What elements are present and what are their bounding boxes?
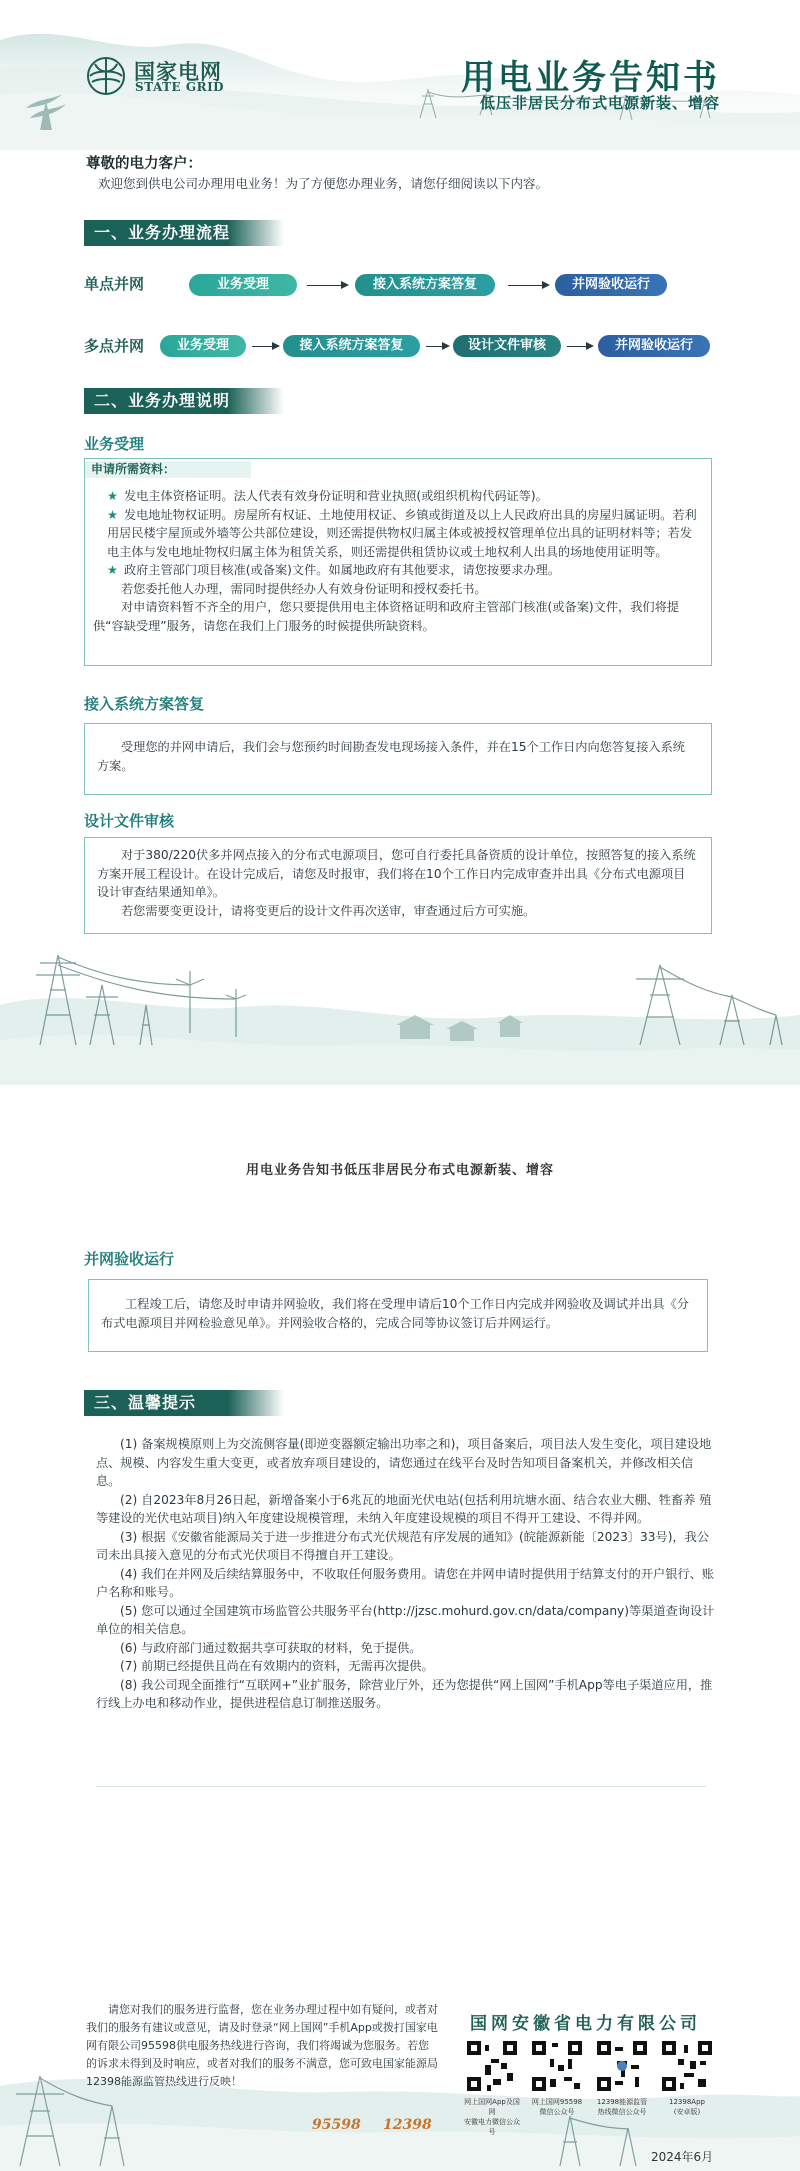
multi-step-grid: 并网验收运行 bbox=[598, 335, 710, 357]
company-name: 国网安徽省电力有限公司 bbox=[470, 2014, 701, 2034]
arrow-right-icon bbox=[307, 285, 347, 286]
access-box bbox=[84, 723, 712, 795]
design-title: 设计文件审核 bbox=[84, 812, 175, 830]
qr-code-icon bbox=[597, 2041, 647, 2095]
greeting-text: 欢迎您到供电公司办理用电业务！为了方便您办理业务，请您仔细阅读以下内容。 bbox=[98, 176, 549, 191]
acceptance-box bbox=[84, 458, 712, 666]
star-icon: ★ bbox=[107, 489, 118, 503]
qr-code-group bbox=[462, 2041, 722, 2136]
grid-text: 工程竣工后，请您及时申请并网验收，我们将在受理申请后10个工作日内完成并网验收及调试并出具《分布式电源项目并网检验意见单》。并网验收合格的，完成合同等协议签订后并网运行。 bbox=[101, 1297, 689, 1330]
qr-code-icon bbox=[467, 2041, 517, 2095]
landscape-pylons-footer bbox=[0, 945, 800, 1085]
star-icon: ★ bbox=[107, 507, 118, 522]
list-item: ★ 发电地址物权证明。房屋所有权证、土地使用权证、乡镇或街道及以上人民政府出具的房屋归属证明。若利用居民楼宇屋顶或外墙等公共部位建设，则还需提供物权归属主体或被授权管理单位出具的证明材料等；若发电主体与发电地址物权归属主体为租赁关系，则还需提供租赁协议或土地权利人出具的场地使用证明等。 bbox=[107, 507, 697, 559]
tip-item: (4) 我们在并网及后续结算服务中，不收取任何服务费用。请您在并网申请时提供用于结算支付的开户银行、账户名称和账号。 bbox=[96, 1566, 714, 1599]
tip-item: (6) 与政府部门通过数据共享可获取的材料，免于提供。 bbox=[120, 1640, 422, 1655]
divider bbox=[96, 1786, 706, 1787]
logo-text-en: STATE GRID bbox=[135, 80, 225, 94]
tip-item: (7) 前期已经提供且尚在有效期内的资料，无需再次提供。 bbox=[120, 1659, 434, 1673]
qr-code-icon bbox=[662, 2041, 712, 2095]
grid-title: 并网验收运行 bbox=[84, 1250, 175, 1268]
star-icon: ★ bbox=[107, 563, 118, 577]
multi-point-label: 多点并网 bbox=[84, 337, 145, 355]
acceptance-content bbox=[93, 487, 703, 635]
multi-step-design: 设计文件审核 bbox=[453, 335, 561, 357]
arrow-right-icon bbox=[426, 346, 448, 347]
page-2 bbox=[0, 1086, 800, 2171]
design-box bbox=[84, 837, 712, 934]
tip-item: (5) 您可以通过全国建筑市场监管公共服务平台(http://jzsc.mohurd.gov.cn/data/company)等渠道查询设计单位的相关信息。 bbox=[96, 1603, 715, 1636]
acceptance-note-1: 若您委托他人办理，需同时提供经办人有效身份证明和授权委托书。 bbox=[121, 581, 487, 596]
acceptance-title: 业务受理 bbox=[84, 435, 145, 453]
single-step-grid: 并网验收运行 bbox=[555, 274, 667, 296]
access-text: 受理您的并网申请后，我们会与您预约时间勘查发电现场接入条件，并在15个工作日内向您答复接入系统方案。 bbox=[97, 740, 685, 773]
multi-step-accept: 业务受理 bbox=[160, 335, 246, 357]
arrow-right-icon bbox=[567, 346, 592, 347]
page-subtitle: 低压非居民分布式电源新装、增容 bbox=[479, 94, 720, 112]
page-2-header: 用电业务告知书低压非居民分布式电源新装、增容 bbox=[245, 1163, 554, 1178]
page-1 bbox=[0, 0, 800, 1085]
section-explain-title: 二、业务办理说明 bbox=[84, 388, 284, 414]
tips-list bbox=[96, 1435, 716, 1713]
single-step-accept: 业务受理 bbox=[189, 274, 297, 296]
hotline-95598-logo: 95598 bbox=[312, 2117, 361, 2133]
list-item: ★ 发电主体资格证明。法人代表有效身份证明和营业执照(或组织机构代码证等)。 bbox=[107, 489, 548, 503]
page-title: 用电业务告知书 bbox=[461, 58, 720, 98]
greeting-salutation: 尊敬的电力客户： bbox=[86, 156, 202, 172]
arrow-right-icon bbox=[508, 285, 548, 286]
access-title: 接入系统方案答复 bbox=[84, 695, 205, 713]
single-step-access: 接入系统方案答复 bbox=[355, 274, 495, 296]
qr-code-icon bbox=[532, 2041, 582, 2095]
multi-step-access: 接入系统方案答复 bbox=[283, 335, 420, 357]
footer-note: 请您对我们的服务进行监督，您在业务办理过程中如有疑问，或者对我们的服务有建议或意见，请及时登录“网上国网”手机App或拨打国家电网有限公司95598供电服务热线进行咨询，我们将竭诚为您服务。若您的诉求未得到及时响应，或者对我们的服务不满意，您可致电国家能源局12398能源监管热线进行反映！ bbox=[86, 2003, 438, 2088]
materials-tag: 申请所需资料： bbox=[85, 461, 251, 478]
tip-item: (8) 我公司现全面推行“互联网+”业扩服务，除营业厅外，还为您提供“网上国网”手机App等电子渠道应用，推行线上办电和移动作业，提供进程信息订制推送服务。 bbox=[96, 1677, 713, 1710]
qr-caption: 网上国网95598 微信公众号 bbox=[531, 2098, 583, 2116]
design-text-2: 若您需要变更设计，请将变更后的设计文件再次送审，审查通过后方可实施。 bbox=[121, 904, 536, 918]
single-point-label: 单点并网 bbox=[84, 275, 145, 293]
design-text-1: 对于380/220伏多并网点接入的分布式电源项目，您可自行委托具备资质的设计单位，按照答复的接入系统方案开展工程设计。在设计完成后，请您及时报审，我们将在10个工作日内完成审查并出具《分布式电源项目设计审查结果通知单》。 bbox=[97, 848, 696, 899]
acceptance-note-2: 对申请资料暂不齐全的用户，您只要提供用电主体资格证明和政府主管部门核准(或备案)文件，我们将提供“容缺受理”服务，请您在我们上门服务的时候提供所缺资料。 bbox=[93, 600, 679, 633]
state-grid-logo-icon bbox=[86, 56, 126, 96]
grid-box bbox=[88, 1279, 708, 1352]
issue-date: 2024年6月 bbox=[651, 2150, 714, 2164]
hotline-12398-logo: 12398 bbox=[383, 2117, 432, 2133]
qr-caption: 12398App (安卓版) bbox=[669, 2098, 705, 2116]
tip-item: (1) 备案规模原则上为交流侧容量(即逆变器额定输出功率之和)，项目备案后，项目法人发生变化，项目建设地点、规模、内容发生重大变更，或者放弃项目建设的，请您通过在线平台及时告知项目备案机关，并修改相关信息。 bbox=[96, 1437, 712, 1488]
tip-item: (3) 根据《安徽省能源局关于进一步推进分布式光伏规范有序发展的通知》(皖能源新能〔2023〕33号)，我公司未出具接入意见的分布式光伏项目不得擅自开工建设。 bbox=[96, 1529, 710, 1562]
qr-caption: 12398能源监管 热线微信公众号 bbox=[596, 2098, 648, 2116]
section-tips-title: 三、温馨提示 bbox=[84, 1390, 284, 1416]
list-item: ★ 政府主管部门项目核准(或备案)文件。如属地政府有其他要求，请您按要求办理。 bbox=[107, 563, 561, 577]
arrow-right-icon bbox=[252, 346, 278, 347]
qr-caption: 网上国网App及国网 安徽电力微信公众号 bbox=[464, 2098, 520, 2136]
section-process-title: 一、业务办理流程 bbox=[84, 220, 284, 246]
logo-text-cn: 国家电网 bbox=[134, 60, 222, 84]
tip-item: (2) 自2023年8月26日起，新增备案小于6兆瓦的地面光伏电站(包括利用坑塘水面、结合农业大棚、牲畜养 殖等建设的光伏电站项目)纳入年度建设规模管理，未纳入年度建设规模的项目不得开工建设、不得并网。 bbox=[96, 1492, 712, 1525]
